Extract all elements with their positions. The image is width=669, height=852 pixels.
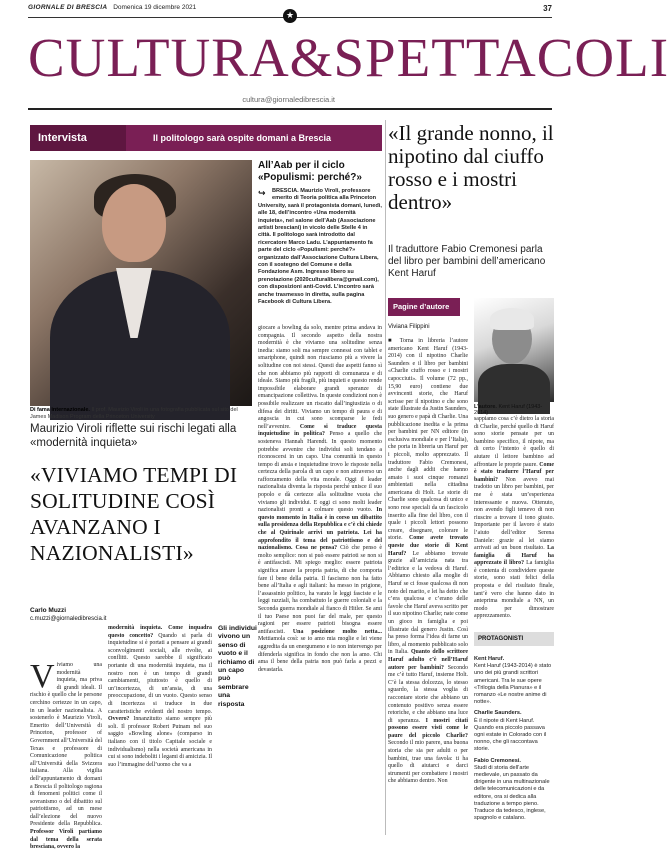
issue-date: Domenica 19 dicembre 2021 [113,4,197,11]
section-word-2: SPETTACOLI [333,27,669,88]
section-ampersand: & [289,27,334,88]
interview-byline [30,607,107,623]
interview-tag-subtitle: Il politologo sarà ospite domani a Brescia [153,133,332,143]
event-box [258,160,382,307]
haruf-photo [474,298,554,402]
event-title: All’Aab per il ciclo «Populismi: perché?» [258,160,362,183]
article-column-2: sappiamo cosa c’è dietro la storia di Charlie, perché quello di Haruf sono storie pensate per un bambino specifico, il nipote, ma di certo l’intento è quello di aiutare il lettore bambino ad affrontare le proprie paure. Come è stato tradurre l’Haruf per bambini? Non avevo mai tradotto un libro per bambini, per me è stata un’esperienza interessante e nuova. Ottenuto, non avendo figli temevo di non riuscire a trovare il tono giusto. Importante per il lavoro è stato l’aiuto dell’editor Serena Daniele: grazie al lei siamo arrivati ad un buon risultato. La famiglia di Haruf ha apprezzato il libro? La famiglia è contenta di condividere queste storie, sono stati felici della proposta e del risultato finale, tant’è vero che hanno dato in anteprima mondiale a NN, un modo per dimostrare apprezzamento. [474,416,554,620]
haruf-photo-caption: L’autore. Kent Haruf (1943-2014) [474,404,543,416]
protagonists-box: Kent Haruf. Kent Haruf (1943-2014) è stato uno dei più grandi scrittori americani. Tra le sue opere «Trilogia della Pianura» e il romanzo «Le nostre anime di notte». Charlie Saunders. È il nipote di Kent Haruf. Quando era piccolo passava ogni estate in Colorado con il nonno, che gli raccontava storie. Fabio Cremonesi. Studi di storia dell’arte medievale, un passato da dirigente in una multinazionale delle telecomunicazioni e da editore, ora si dedica alla traduzione a tempo pieno. Traduce da tedesco, inglese, spagnolo e catalano. [474,656,552,822]
interview-headline: «VIVIAMO TEMPI DI SOLITUDINE COSÌ AVANZANO I NAZIONALISTI» [30,463,238,565]
page-number: 37 [543,4,552,13]
article-headline: «Il grande nonno, il nipotino dal ciuffo rosso e i mostri dentro» [388,121,554,214]
curved-arrow-icon: ↪ [258,189,266,199]
newspaper-name: GIORNALE DI BRESCIA [28,4,108,11]
interview-kicker: Maurizio Viroli riflette sui rischi legati alla «modernità inquieta» [30,423,237,449]
interview-column-2: modernità inquieta. Come inquadra questo concetto? Quando si parla di inquietudine si è portati a pensare ai grandi sconvolgimenti sociali, alle rivolte, ai conflitti. Questo sarebbe il significato portante di una modernità inquieta, ma il nostro non è un tempo di grandi cambiamenti, piuttosto è quello di un’incertezza, di un’ansia, di una preoccupazione, di un vuoto. Questo senso di incertezza si traduce in due caratteristiche evidenti del nostro tempo. Ovvero? Innanzitutto siamo sempre più soli. Il professor Robert Putnam nel suo saggio «Bowling alone» (comparso in italiano con il titolo Capitale sociale e individualismo) nella società americana in cui si sono indeboliti i legami di amicizia. Il suo l’immagine dell’uomo che va a [108,625,213,768]
section-masthead [28,27,669,88]
interview-tag-bar [30,125,382,151]
article-column-1: ■ Torna in libreria l’autore americano Kent Haruf (1943-2014) con il nipotino Charlie Saunders e il libro per bambini «Charlie ciuffo rosso e i mostri capocciuti». Il volume (72 pp., 15,90 euro) contiene due avvincenti storie, che Haruf scrisse per il nipotino e che sono state illustrate da Justin Saunders, suo genero e papà di Charlie. Una pubblicazione inedita e la prima per bambini per NN editore (in esclusiva mondiale e per l’Italia), che porta in libreria un Haruf per i piccoli, molto apprezzato. Il traduttore Fabio Cremonesi, anche dagli addii che hanno amato i suoi cinque romanzi ambientati nella cittadina americana di Holt. Le storie di Charlie sono qualcosa di unico e sono rese speciali da un fascicolo inserito alla fine del libro, con il quale i piccoli lettori possono creare, disegnare, colorare le storie. Come avete trovato queste due storie di Kent Haruf? Le abbiamo trovate grazie all’amicizia nata tra l’editrice e la vedova di Haruf. Abbiamo chiesto alla moglie di Haruf se ci fosse qualcosa di non noto del marito, e lei ha detto che c’era qualcosa e c’erano delle favole che Haruf aveva scritto per il suo nipotino Charlie; nate come un gioco in famiglia e poi illustrate dal genero Justin. Così ha preso forma l’idea di farne un libro, al momento pubblicato solo in Italia. Quanto dello scrittore Haruf adulto c’è nell’Haruf autore per bambini? Secondo me c’è tutto Haruf, insieme Holt. C’è la stessa dolcezza, lo stesso sguardo, la stessa voglia di raccontare storie che abbiano un contenuto positivo senza essere retoriche, e che abbiano una luce di speranza. I mostri citati possono essere visti come le paure del piccolo Charlie? Secondo il mio parere, una buona storia che sia per adulti o per bambini, trae una favola: ti ha quello di aiutarci e darci strumenti per combattere i mostri che abbiamo dentro. Non [388,338,468,785]
viroli-photo [30,160,252,406]
protagonists-tag: PROTAGONISTI [474,632,554,646]
interview-column-3: giocare a bowling da solo, mentre prima andava in compagnia. Il secondo aspetto della nostra modernità è che viviamo una solitudine senza inedia: siamo soli ma sempre connessi con tablet e smartphone, quindi non riusciamo più a vivere la solitudine con noi stessi. Questi due aspetti fanno sì che non abbiamo più rapporti di comunanza e di ideale. Siamo più fragili, più inquieti e questo rende impossibile elaborare grandi speranze di emancipazione collettiva. In queste condizioni non è possibile realizzare un riscatto dall’ingiustizia o di difesa dei diritti. Viviamo un tempo di paura e di angoscia in cui sono scomparse le fedi nell’avvenire. Come si traduce questa inquietudine in politica? Penso a quello che sosteneva Hannah Harendt. In questo momento potrebbe avvenire che individui soli tendano a riconoscersi in un capo. Una comunità in questo tempo di ansia e inquietudine trovo le risposte nella certezza della parola di un capo e non attraverso un rafforzamento della vita morale. Oggi il leader nazionalista diventa la risposta perché unisce il suo popolo e dà certezze alla solitudine vuota che viviamo gli individui. E oggi ci sono molti leader nazionalisti pronti a colmare questo vuoto. In questo momento in Italia è in corso un dibattito sulla presidenza della Repubblica e c’è chi chiede che al Quirinale arrivi un patriota. Lei ha approfondito il tema del patriottismo e del nazionalismo. Cosa ne pensa? Ciò che penso è molto semplice: non si può essere patrioti se non si è antifascisti. Mi spiego meglio: essere patriota significa amare la propria patria, di che comporta fare il bene della patria. Il fascismo non ha fatto bene all’Italia e agli italiani: ha messo in prigione, l’assassinio politico, ha varato le leggi fasciste e le leggi razziali, ha combattuto le guerre coloniali e la Seconda guerra mondiale al fianco di Hitler. Se ami il tuo Paese non puoi far del male, per questo ragioni per essere patrioti bisogna essere antifascisti. Una posizione molto netta... Mettiamola così: se io amo mia moglie e lei viene aggredita da un energumeno e io non intervengo per difenderla significa in fondo che non la amo. Chi ama il bene della patria non può farla a pezzi e devastarla. [258,325,382,673]
article-byline: Viviana Filippini [388,324,430,330]
star-icon: ★ [283,9,297,23]
article-deck: Il traduttore Fabio Cremonesi parla del libro per bambini dell’americano Kent Haruf [388,244,546,279]
photo-caption-text: Il prof. Maurizio Viroli in una fotografia pubblicata sul sito del James Madison Program della Princeton University [30,407,238,420]
photo-caption-bold: Di fama internazionale. [30,407,90,413]
author-email: c.muzzi@giornaledibrescia.it [30,616,107,622]
masthead-rule [28,108,552,110]
section-word-1: CULTURA [28,27,290,88]
dropcap: V [30,658,55,695]
article-tag: Pagine d’autore [388,298,460,316]
author-name: Carlo Muzzi [30,607,67,614]
column-divider [385,120,386,835]
section-email: cultura@giornaledibrescia.it [242,95,335,104]
interview-column-1: Viviamo una modernità inquieta, ma priva di grandi ideali. Il rischio è quello che le persone cerchino certezze in un capo, in un leader nazionalista. A sostenerlo è Maurizio Viroli, Emerito dell’Università di Princeton, professor of Government all’Università del Texas e professore di Comunicazione politica all’Università della Svizzera italiana. Alla vigilia dell’appuntamento di domani a Brescia il politologo ragiona di fenomeni politici come il sovranismo o del dibattito sul patriottismo, ad un mese dall’elezione del nuovo Presidente della Repubblica. Professor Viroli partiamo dal tema della serata bresciana, ovvero la [30,658,102,851]
photo-caption [30,407,252,421]
pull-quote: Gli individui vivono un senso di vuoto e il richiamo di un capo può sembrare una risposta [218,625,257,708]
event-body: BRESCIA. Maurizio Viroli, professore emerito di Teoria politica alla Princeton University, sarà il protagonista domani, lunedì, alle 18, dell’incontro «Una modernità inquieta», nel salone dell’Aab (Associazione artisti bresciani) in vicolo delle Stelle 4 in città. Il politologo sarà introdotto dal ricercatore Marco Ladu. L’appuntamento fa parte del ciclo «Populismi: perché?» organizzato dall’Associazione Cultura Libera, con il sostegno del Comune e della Fondazione Asm. Ingresso libero su prenotazione (2020culturalibera@gmail.com), con disposizioni anti-Covid. L’incontro sarà anche trasmesso in diretta, sulla pagina Facebook di Cultura Libera. [258,188,382,306]
interview-tag: Intervista [30,125,126,151]
